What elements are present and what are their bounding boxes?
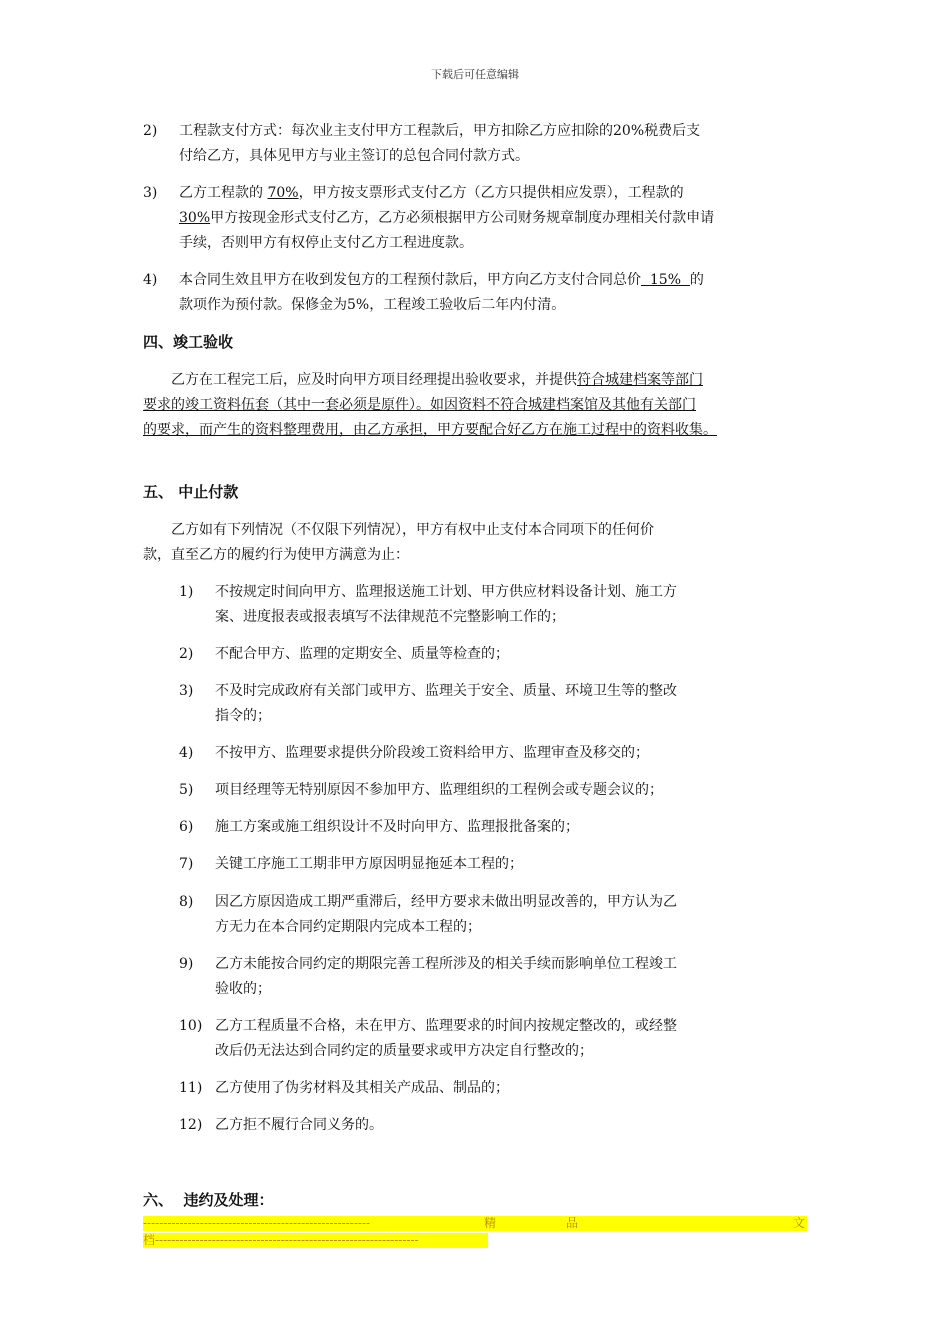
list-number: 9) [179, 956, 194, 972]
paragraph-line: 乙方如有下列情况（不仅限下列情况），甲方有权中止支付本合同项下的任何价 [171, 522, 654, 538]
page-header: 下载后可任意编辑 [431, 68, 519, 81]
footer-word: 品 [566, 1216, 579, 1230]
list-item-line: 关键工序施工工期非甲方原因明显拖延本工程的； [215, 856, 523, 872]
list-number: 8) [179, 894, 194, 910]
list-item-line: 项目经理等无特别原因不参加甲方、监理组织的工程例会或专题会议的； [215, 782, 663, 798]
list-number: 2) [179, 646, 194, 662]
list-item-line: 付给乙方，具体见甲方与业主签订的总包合同付款方式。 [179, 148, 529, 164]
list-number: 4) [179, 745, 194, 761]
list-number: 2) [143, 123, 158, 139]
list-number: 6) [179, 819, 194, 835]
list-item-line: 乙方使用了伪劣材料及其相关产成品、制品的； [215, 1080, 509, 1096]
list-item-line: 指令的； [215, 708, 271, 724]
list-number: 12) [179, 1117, 203, 1133]
list-item-line: 乙方工程质量不合格，未在甲方、监理要求的时间内按规定整改的，或经整 [215, 1018, 677, 1034]
paragraph-line: 的要求，而产生的资料整理费用，由乙方承担，甲方要配合好乙方在施工过程中的资料收集。 [143, 422, 717, 438]
list-item-line: 本合同生效且甲方在收到发包方的工程预付款后，甲方向乙方支付合同总价 15% 的 [179, 272, 704, 288]
footer-word: 文 [793, 1216, 806, 1230]
list-item-line: 改后仍无法达到合同约定的质量要求或甲方决定自行整改的； [215, 1043, 593, 1059]
list-item-line: 验收的； [215, 981, 271, 997]
section-title: 五、 中止付款 [143, 483, 239, 501]
list-item-line: 因乙方原因造成工期严重滞后，经甲方要求未做出明显改善的，甲方认为乙 [215, 894, 677, 910]
list-item-line: 30%甲方按现金形式支付乙方，乙方必须根据甲方公司财务规章制度办理相关付款申请 [179, 210, 715, 226]
list-number: 1) [179, 584, 194, 600]
list-item-line: 施工方案或施工组织设计不及时向甲方、监理报批备案的； [215, 819, 579, 835]
list-item-line: 不配合甲方、监理的定期安全、质量等检查的； [215, 646, 509, 662]
list-item-line: 不按甲方、监理要求提供分阶段竣工资料给甲方、监理审查及移交的； [215, 745, 649, 761]
footer-word: 精 [484, 1216, 497, 1230]
list-number: 3) [179, 683, 194, 699]
list-item-line: 工程款支付方式：每次业主支付甲方工程款后，甲方扣除乙方应扣除的20%税费后支 [179, 123, 701, 139]
list-item-line: 手续，否则甲方有权停止支付乙方工程进度款。 [179, 235, 473, 251]
list-item-line: 不按规定时间向甲方、监理报送施工计划、甲方供应材料设备计划、施工方 [215, 584, 677, 600]
list-item-line: 乙方工程款的 70%，甲方按支票形式支付乙方（乙方只提供相应发票），工程款的 [179, 185, 684, 201]
list-number: 10) [179, 1018, 203, 1034]
list-item-line: 案、进度报表或报表填写不法律规范不完整影响工作的； [215, 609, 565, 625]
list-item-line: 乙方未能按合同约定的期限完善工程所涉及的相关手续而影响单位工程竣工 [215, 956, 677, 972]
list-item-line: 乙方拒不履行合同义务的。 [215, 1117, 383, 1133]
underlined-value: 70% [267, 185, 299, 201]
list-item-line: 方无力在本合同约定期限内完成本工程的； [215, 919, 481, 935]
footer-dashes: -------------------------------------------------------- [143, 1216, 371, 1230]
section-title: 四、竣工验收 [143, 333, 234, 351]
list-number: 3) [143, 185, 158, 201]
list-number: 5) [179, 782, 194, 798]
list-number: 7) [179, 856, 194, 872]
list-number: 11) [179, 1080, 203, 1096]
list-number: 4) [143, 272, 158, 288]
list-item-line: 款项作为预付款。保修金为5%，工程竣工验收后二年内付清。 [179, 297, 566, 313]
paragraph-line: 乙方在工程完工后，应及时向甲方项目经理提出验收要求，并提供符合城建档案等部门 [171, 372, 703, 388]
paragraph-line: 款，直至乙方的履约行为使甲方满意为止： [143, 547, 409, 563]
list-item-line: 不及时完成政府有关部门或甲方、监理关于安全、质量、环境卫生等的整改 [215, 683, 677, 699]
section-title: 六、 违约及处理： [143, 1191, 274, 1209]
paragraph-line: 要求的竣工资料伍套（其中一套必须是原件）。如因资料不符合城建档案馆及其他有关部门 [143, 397, 696, 413]
footer-dashes: 档----------------------------------------------------------------- [143, 1233, 488, 1248]
underlined-value: 30% [179, 210, 211, 226]
underlined-value: 15% [641, 272, 690, 288]
